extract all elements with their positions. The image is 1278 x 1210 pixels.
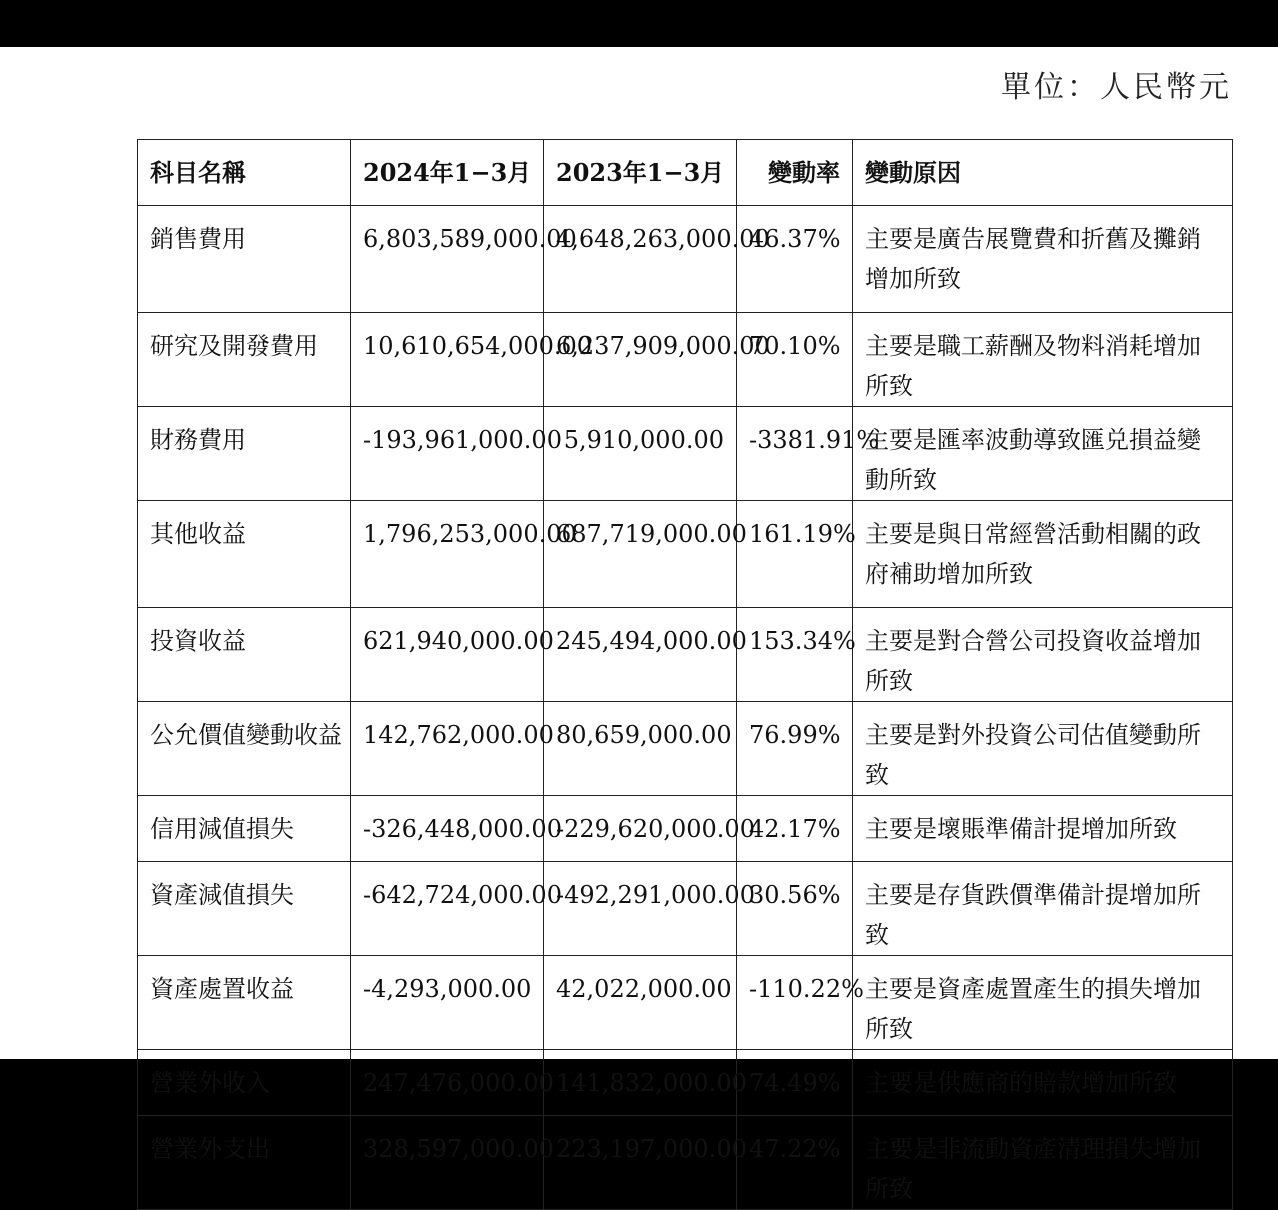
table-header-row [138,140,1233,206]
row-item-name: 營業外支出 [138,1116,351,1210]
row-change-reason: 主要是資產處置產生的損失增加所致 [853,956,1233,1050]
row-change-reason: 主要是與日常經營活動相關的政府補助增加所致 [853,501,1233,608]
row-value-2023: 141,832,000.00 [544,1050,737,1116]
row-value-2023: 245,494,000.00 [544,608,737,702]
row-change-rate: 42.17% [737,796,853,862]
row-item-name: 資產處置收益 [138,956,351,1050]
row-change-rate: 47.22% [737,1116,853,1210]
unit-label: 單位：人民幣元 [1001,70,1232,105]
row-value-2024: -642,724,000.00 [351,862,544,956]
header-2023: 2023年1−3月 [544,140,737,206]
row-value-2023: 80,659,000.00 [544,702,737,796]
table-row [138,313,1233,407]
row-item-name: 營業外收入 [138,1050,351,1116]
header-change-rate: 變動率 [737,140,853,206]
row-change-rate: -110.22% [737,956,853,1050]
row-value-2023: 5,910,000.00 [544,407,737,501]
row-value-2024: 247,476,000.00 [351,1050,544,1116]
table-row [138,862,1233,956]
table-row [138,608,1233,702]
row-value-2023: 223,197,000.00 [544,1116,737,1210]
row-value-2024: 6,803,589,000.00 [351,206,544,313]
row-change-rate: 30.56% [737,862,853,956]
expense-change-table [137,139,1233,1210]
row-value-2024: -4,293,000.00 [351,956,544,1050]
row-value-2023: 42,022,000.00 [544,956,737,1050]
table-row [138,956,1233,1050]
row-change-rate: -3381.91% [737,407,853,501]
row-change-reason: 主要是廣告展覽費和折舊及攤銷增加所致 [853,206,1233,313]
row-value-2023: -492,291,000.00 [544,862,737,956]
row-value-2023: 4,648,263,000.00 [544,206,737,313]
table-row [138,1050,1233,1116]
row-item-name: 銷售費用 [138,206,351,313]
row-value-2024: 1,796,253,000.00 [351,501,544,608]
row-value-2024: 10,610,654,000.00 [351,313,544,407]
row-item-name: 資產減值損失 [138,862,351,956]
table-row [138,1116,1233,1210]
row-change-rate: 161.19% [737,501,853,608]
row-change-rate: 76.99% [737,702,853,796]
table-row [138,796,1233,862]
row-item-name: 財務費用 [138,407,351,501]
header-2024: 2024年1−3月 [351,140,544,206]
row-item-name: 其他收益 [138,501,351,608]
table-row [138,501,1233,608]
row-change-rate: 46.37% [737,206,853,313]
row-value-2024: 621,940,000.00 [351,608,544,702]
table-row [138,702,1233,796]
row-change-reason: 主要是非流動資產清理損失增加所致 [853,1116,1233,1210]
row-value-2024: -326,448,000.00 [351,796,544,862]
row-value-2024: 328,597,000.00 [351,1116,544,1210]
row-value-2023: 687,719,000.00 [544,501,737,608]
row-item-name: 投資收益 [138,608,351,702]
row-change-reason: 主要是職工薪酬及物料消耗增加所致 [853,313,1233,407]
row-value-2023: -229,620,000.00 [544,796,737,862]
table-row [138,407,1233,501]
row-change-reason: 主要是存貨跌價準備計提增加所致 [853,862,1233,956]
row-change-reason: 主要是壞賬準備計提增加所致 [853,796,1233,862]
row-change-rate: 70.10% [737,313,853,407]
row-item-name: 信用減值損失 [138,796,351,862]
row-item-name: 公允價值變動收益 [138,702,351,796]
row-change-reason: 主要是對外投資公司估值變動所致 [853,702,1233,796]
row-change-rate: 153.34% [737,608,853,702]
header-item: 科目名稱 [138,140,351,206]
document-page [0,47,1278,1203]
row-value-2024: -193,961,000.00 [351,407,544,501]
row-change-reason: 主要是供應商的賠款增加所致 [853,1050,1233,1116]
row-value-2023: 6,237,909,000.00 [544,313,737,407]
row-change-rate: 74.49% [737,1050,853,1116]
row-change-reason: 主要是匯率波動導致匯兑損益變動所致 [853,407,1233,501]
row-change-reason: 主要是對合營公司投資收益增加所致 [853,608,1233,702]
header-change-reason: 變動原因 [853,140,1233,206]
row-item-name: 研究及開發費用 [138,313,351,407]
row-value-2024: 142,762,000.00 [351,702,544,796]
table-row [138,206,1233,313]
